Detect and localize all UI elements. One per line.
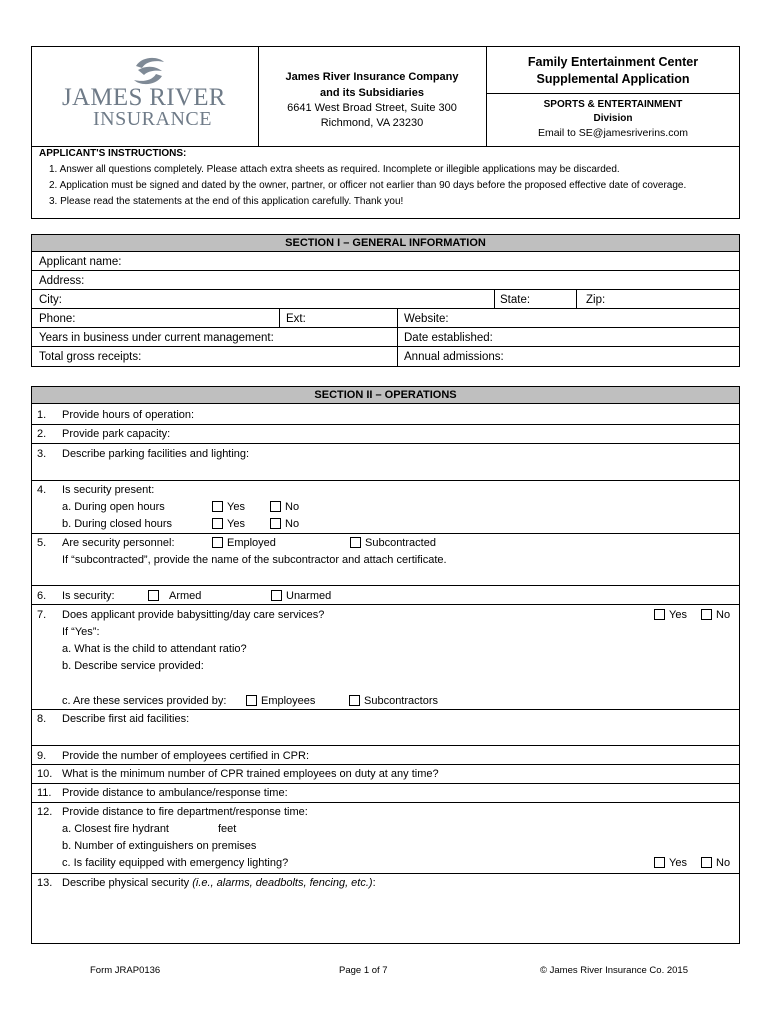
q11-number: 11.	[37, 787, 52, 799]
website-field[interactable]: Website:	[404, 313, 449, 325]
unarmed-label: Unarmed	[286, 590, 332, 602]
instruction-3: 3. Please read the statements at the end of this application carefully. Thank you!	[49, 196, 404, 207]
no-label: No	[716, 857, 731, 869]
checkbox[interactable]	[148, 590, 159, 601]
checkbox[interactable]	[212, 537, 223, 548]
q7-yes[interactable]	[654, 608, 687, 622]
q7c-subcontractors[interactable]	[349, 694, 438, 708]
checkbox[interactable]	[654, 609, 665, 620]
company-logo	[60, 52, 235, 132]
q5-number: 5.	[37, 537, 47, 549]
yes-label: Yes	[227, 518, 245, 530]
logo-text-primary: JAMES RIVER	[62, 84, 226, 111]
checkbox[interactable]	[212, 518, 223, 529]
gross-receipts-field[interactable]: Total gross receipts:	[39, 351, 142, 363]
checkbox[interactable]	[701, 609, 712, 620]
q1-hours-of-operation[interactable]: Provide hours of operation:	[62, 409, 195, 421]
logo-text-secondary: INSURANCE	[93, 108, 212, 130]
q13-colon: :	[372, 877, 376, 889]
q4a-yes[interactable]	[212, 500, 245, 514]
checkbox[interactable]	[654, 857, 665, 868]
q5-note[interactable]: If “subcontracted”, provide the name of the subcontractor and attach certificate.	[62, 554, 447, 566]
q8-number: 8.	[37, 713, 47, 725]
zip-field[interactable]: Zip:	[586, 294, 606, 306]
company-sub: and its Subsidiaries	[320, 87, 424, 99]
phone-field[interactable]: Phone:	[39, 313, 76, 325]
q6-security-type: Is security:	[62, 590, 115, 602]
q5-employed[interactable]	[212, 536, 276, 550]
q12c-no[interactable]	[701, 856, 730, 870]
q7a-ratio[interactable]: a. What is the child to attendant ratio?	[62, 643, 247, 655]
q10-number: 10.	[37, 768, 53, 780]
checkbox[interactable]	[212, 501, 223, 512]
employed-label: Employed	[227, 537, 276, 549]
instruction-1: 1. Answer all questions completely. Please attach extra sheets as required. Incomplete or illegible applications may be discarded.	[49, 164, 620, 175]
q7c-provided-by: c. Are these services provided by:	[62, 695, 227, 707]
q4b-label: b. During closed hours	[62, 518, 173, 530]
footer-page-number: Page 1 of 7	[339, 965, 388, 976]
q6-unarmed[interactable]	[271, 589, 331, 603]
employees-label: Employees	[261, 695, 316, 707]
checkbox[interactable]	[270, 518, 281, 529]
annual-admissions-field[interactable]: Annual admissions:	[404, 351, 504, 363]
no-label: No	[285, 501, 300, 513]
q6-number: 6.	[37, 590, 47, 602]
instruction-2: 2. Application must be signed and dated by the owner, partner, or officer not earlier than 90 days before the proposed effective date of coverage.	[49, 180, 687, 191]
q2-park-capacity[interactable]: Provide park capacity:	[62, 428, 171, 440]
q7-babysitting: Does applicant provide babysitting/day care services?	[62, 609, 325, 621]
checkbox[interactable]	[350, 537, 361, 548]
q7-no[interactable]	[701, 608, 730, 622]
footer-form-id: Form JRAP0136	[90, 965, 161, 976]
q4b-yes[interactable]	[212, 517, 245, 531]
q13-number: 13.	[37, 877, 53, 889]
q6-armed[interactable]	[148, 589, 201, 603]
q9-cpr-certified[interactable]: Provide the number of employees certified in CPR:	[62, 750, 310, 762]
q4a-label: a. During open hours	[62, 501, 165, 513]
subcontracted-label: Subcontracted	[365, 537, 436, 549]
date-established-field[interactable]: Date established:	[404, 332, 493, 344]
q11-ambulance[interactable]: Provide distance to ambulance/response time:	[62, 787, 288, 799]
q12a-feet: feet	[218, 823, 237, 835]
company-name: James River Insurance Company	[285, 71, 459, 83]
ext-field[interactable]: Ext:	[286, 313, 306, 325]
q7b-service[interactable]: b. Describe service provided:	[62, 660, 204, 672]
checkbox[interactable]	[246, 695, 257, 706]
yes-label: Yes	[669, 609, 687, 621]
q9-number: 9.	[37, 750, 47, 762]
applicant-name-field[interactable]: Applicant name:	[39, 256, 122, 268]
city-field[interactable]: City:	[39, 294, 62, 306]
q5-subcontracted[interactable]	[350, 536, 436, 550]
armed-label: Armed	[169, 590, 202, 602]
no-label: No	[716, 609, 731, 621]
instructions-title: APPLICANT'S INSTRUCTIONS:	[39, 148, 187, 159]
checkbox[interactable]	[701, 857, 712, 868]
q13-examples: (i.e., alarms, deadbolts, fencing, etc.)	[192, 877, 373, 889]
q4-number: 4.	[37, 484, 47, 496]
q12b-extinguishers[interactable]: b. Number of extinguishers on premises	[62, 840, 257, 852]
division-2: Division	[593, 113, 633, 124]
subcontractors-label: Subcontractors	[364, 695, 438, 707]
q7-if-yes: If “Yes”:	[62, 626, 100, 638]
yes-label: Yes	[227, 501, 245, 513]
footer-copyright: © James River Insurance Co. 2015	[540, 965, 688, 976]
q12-fire-department[interactable]: Provide distance to fire department/response time:	[62, 806, 308, 818]
checkbox[interactable]	[271, 590, 282, 601]
q1-number: 1.	[37, 409, 47, 421]
checkbox[interactable]	[349, 695, 360, 706]
q12a-hydrant[interactable]: a. Closest fire hydrant	[62, 823, 169, 835]
q13-label: Describe physical security	[62, 877, 193, 889]
section2-heading: SECTION II – OPERATIONS	[31, 386, 740, 404]
q2-number: 2.	[37, 428, 47, 440]
address-field[interactable]: Address:	[39, 275, 85, 287]
form-title-1: Family Entertainment Center	[527, 55, 699, 69]
no-label: No	[285, 518, 300, 530]
q12-number: 12.	[37, 806, 53, 818]
q5-security-personnel: Are security personnel:	[62, 537, 175, 549]
form-title-2: Supplemental Application	[536, 72, 690, 86]
yes-label: Yes	[669, 857, 687, 869]
q7-number: 7.	[37, 609, 47, 621]
q4-security-present: Is security present:	[62, 484, 155, 496]
q13-physical-security[interactable]	[62, 876, 376, 890]
company-address-2: Richmond, VA 23230	[320, 117, 424, 129]
q10-cpr-on-duty[interactable]: What is the minimum number of CPR trained employees on duty at any time?	[62, 768, 439, 780]
q4a-no[interactable]	[270, 500, 299, 514]
section1-heading: SECTION I – GENERAL INFORMATION	[31, 234, 740, 252]
q3-parking-facilities[interactable]: Describe parking facilities and lighting:	[62, 448, 250, 460]
q7c-employees[interactable]	[246, 694, 315, 708]
state-field[interactable]: State:	[500, 294, 531, 306]
q3-number: 3.	[37, 448, 47, 460]
q8-first-aid[interactable]: Describe first aid facilities:	[62, 713, 190, 725]
q12c-emergency-lighting: c. Is facility equipped with emergency lighting?	[62, 857, 289, 869]
division-1: SPORTS & ENTERTAINMENT	[543, 99, 683, 110]
email-link[interactable]: Email to SE@jamesriverins.com	[537, 127, 689, 139]
years-in-business-field[interactable]: Years in business under current management:	[39, 332, 274, 344]
q12c-yes[interactable]	[654, 856, 687, 870]
checkbox[interactable]	[270, 501, 281, 512]
q4b-no[interactable]	[270, 517, 299, 531]
company-address-1: 6641 West Broad Street, Suite 300	[287, 102, 457, 114]
